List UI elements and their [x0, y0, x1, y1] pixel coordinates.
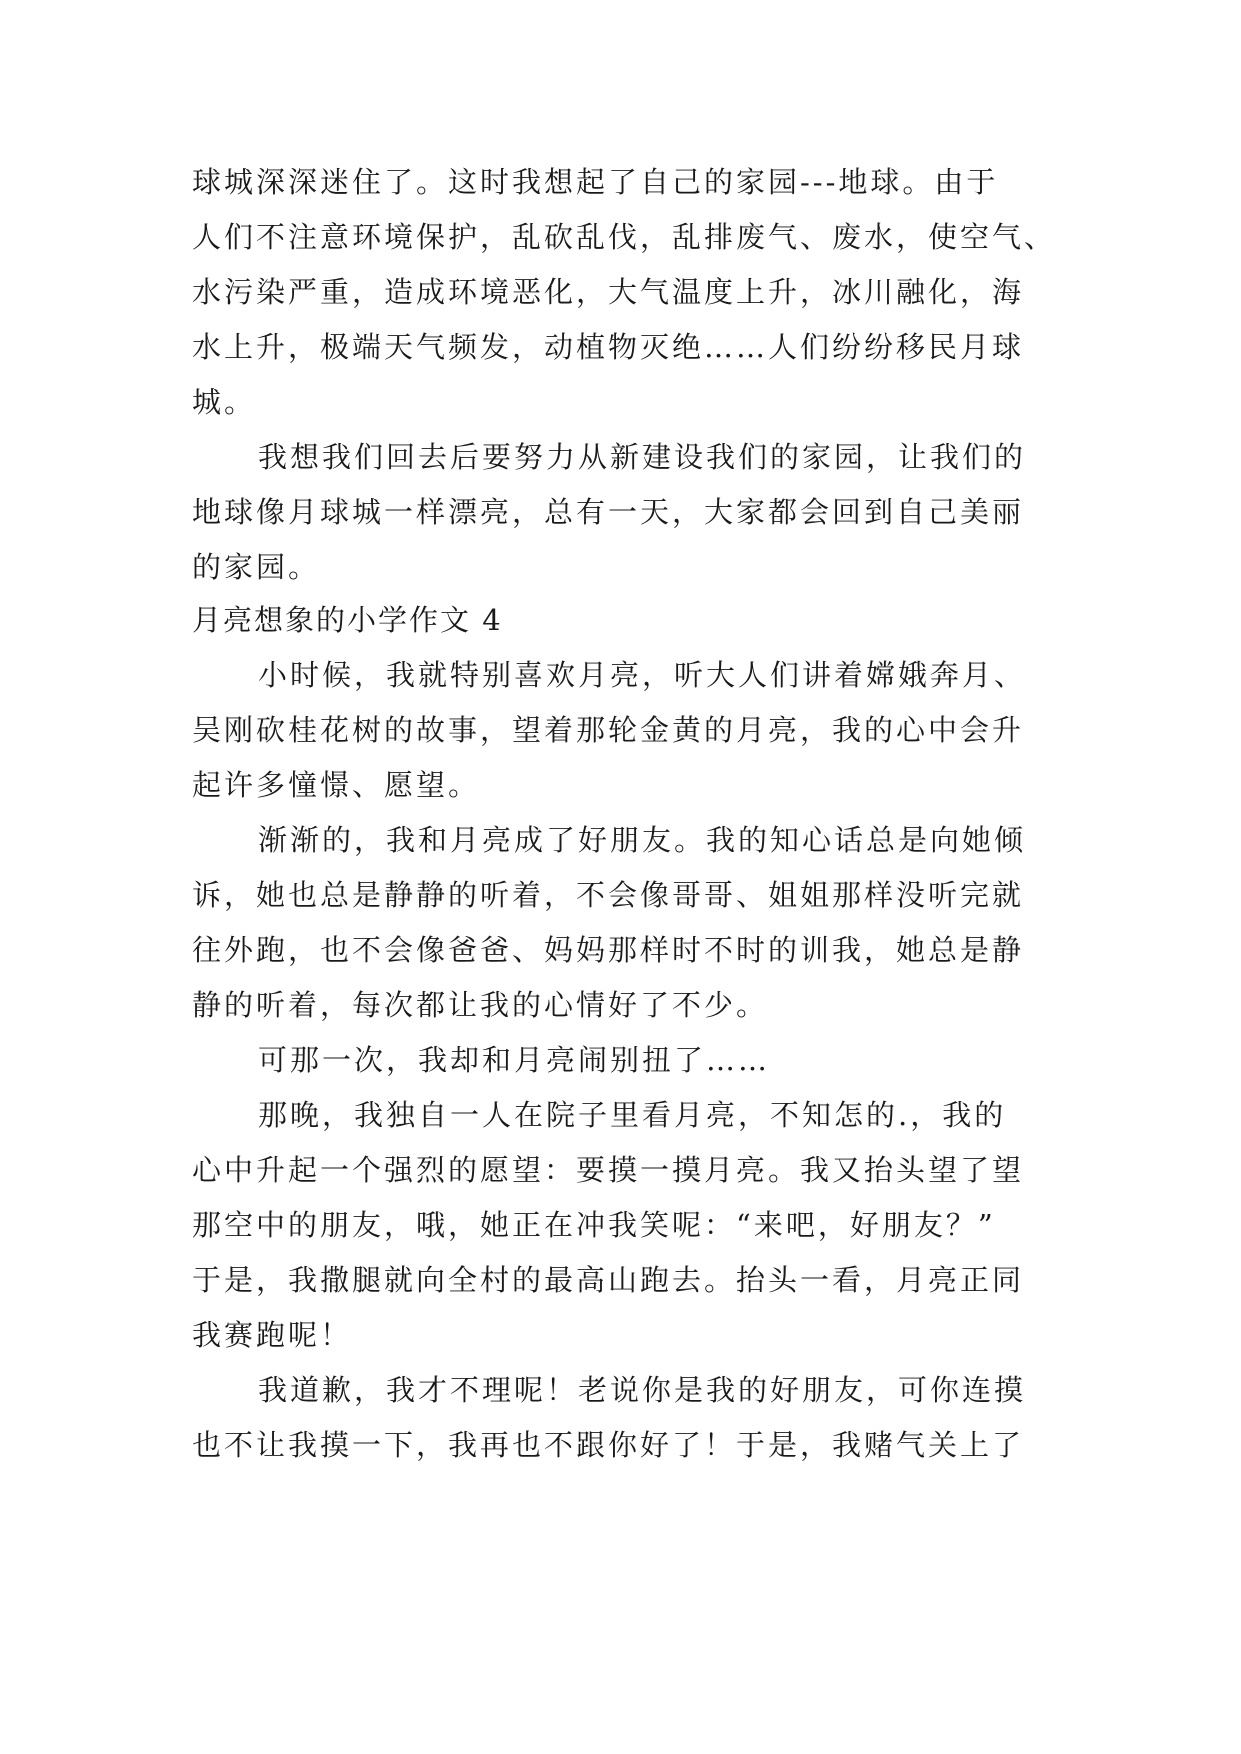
text-line: 球城深深迷住了。这时我想起了自己的家园---地球。由于 — [192, 165, 999, 199]
section-heading: 月亮想象的小学作文 4 — [192, 603, 503, 637]
text-line: 城。 — [192, 385, 257, 419]
text-line: 我赛跑呢！ — [192, 1318, 353, 1352]
paragraph-first-line: 那晚，我独自一人在院子里看月亮，不知怎的.，我的 — [258, 1098, 1007, 1132]
text-line: 也不让我摸一下，我再也不跟你好了！于是，我赌气关上了 — [192, 1428, 1025, 1462]
paragraph-first-line: 我道歉，我才不理呢！老说你是我的好朋友，可你连摸 — [258, 1373, 1027, 1407]
text-line: 的家园。 — [192, 550, 321, 584]
text-line: 水污染严重，造成环境恶化，大气温度上升，冰川融化，海 — [192, 275, 1025, 309]
paragraph-first-line: 小时候，我就特别喜欢月亮，听大人们讲着嫦娥奔月、 — [258, 658, 1027, 692]
text-line: 静的听着，每次都让我的心情好了不少。 — [192, 988, 769, 1022]
text-line: 诉，她也总是静静的听着，不会像哥哥、姐姐那样没听完就 — [192, 878, 1025, 912]
paragraph-first-line: 渐渐的，我和月亮成了好朋友。我的知心话总是向她倾 — [258, 823, 1027, 857]
text-line: 吴刚砍桂花树的故事，望着那轮金黄的月亮，我的心中会升 — [192, 713, 1025, 747]
text-line: 于是，我撒腿就向全村的最高山跑去。抬头一看，月亮正同 — [192, 1263, 1025, 1297]
text-line: 水上升，极端天气频发，动植物灭绝……人们纷纷移民月球 — [192, 330, 1025, 364]
text-line: 起许多憧憬、愿望。 — [192, 768, 481, 802]
paragraph-first-line: 我想我们回去后要努力从新建设我们的家园，让我们的 — [258, 440, 1027, 474]
text-line: 人们不注意环境保护，乱砍乱伐，乱排废气、废水，使空气、 — [192, 220, 1057, 254]
paragraph-first-line: 可那一次，我却和月亮闹别扭了…… — [258, 1043, 771, 1077]
text-line: 往外跑，也不会像爸爸、妈妈那样时不时的训我，她总是静 — [192, 933, 1025, 967]
text-line: 地球像月球城一样漂亮，总有一天，大家都会回到自己美丽 — [192, 495, 1025, 529]
text-line: 那空中的朋友，哦，她正在冲我笑呢：“来吧，好朋友？” — [192, 1208, 996, 1242]
text-line: 心中升起一个强烈的愿望：要摸一摸月亮。我又抬头望了望 — [192, 1153, 1025, 1187]
